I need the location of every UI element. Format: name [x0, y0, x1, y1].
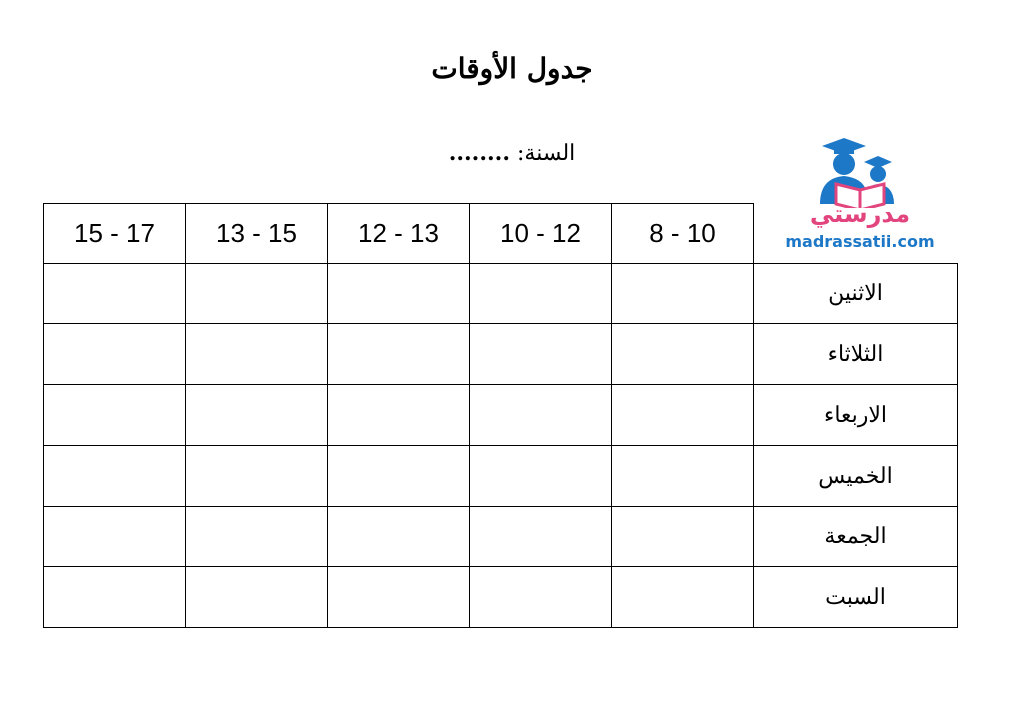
timetable-cell[interactable] [185, 384, 328, 446]
timetable-cell[interactable] [469, 445, 612, 507]
timetable-cell[interactable] [185, 263, 328, 324]
timetable-cell[interactable] [469, 506, 612, 567]
timetable-cell[interactable] [43, 506, 186, 567]
day-label: الاربعاء [753, 384, 958, 446]
timetable-cell[interactable] [185, 506, 328, 567]
time-slot-header: 13 - 15 [185, 203, 328, 264]
day-label: السبت [753, 566, 958, 628]
timetable-cell[interactable] [327, 445, 470, 507]
timetable-cell[interactable] [611, 445, 754, 507]
timetable-cell[interactable] [43, 566, 186, 628]
day-label: الجمعة [753, 506, 958, 567]
day-label: الثلاثاء [753, 323, 958, 385]
timetable-cell[interactable] [43, 384, 186, 446]
timetable-cell[interactable] [611, 506, 754, 567]
logo-arabic-text: مدرستي [809, 200, 911, 228]
timetable-cell[interactable] [327, 263, 470, 324]
logo-url-text: madrassatii.com [785, 232, 935, 251]
year-value: ........ [448, 140, 510, 166]
timetable-cell[interactable] [185, 445, 328, 507]
timetable-cell[interactable] [469, 323, 612, 385]
time-slot-header: 10 - 12 [469, 203, 612, 264]
timetable-cell[interactable] [469, 263, 612, 324]
timetable-cell[interactable] [185, 566, 328, 628]
year-label: السنة: [516, 141, 576, 166]
timetable-cell[interactable] [611, 384, 754, 446]
day-label: الخميس [753, 445, 958, 507]
timetable-cell[interactable] [327, 323, 470, 385]
timetable-cell[interactable] [611, 566, 754, 628]
timetable-cell[interactable] [469, 384, 612, 446]
timetable-cell[interactable] [43, 445, 186, 507]
time-slot-header: 8 - 10 [611, 203, 754, 264]
timetable-cell[interactable] [469, 566, 612, 628]
timetable-cell[interactable] [327, 384, 470, 446]
timetable-cell[interactable] [185, 323, 328, 385]
time-slot-header: 15 - 17 [43, 203, 186, 264]
timetable-cell[interactable] [43, 263, 186, 324]
timetable-cell[interactable] [327, 506, 470, 567]
day-label: الاثنين [753, 263, 958, 324]
timetable-cell[interactable] [611, 263, 754, 324]
time-slot-header: 12 - 13 [327, 203, 470, 264]
timetable-cell[interactable] [43, 323, 186, 385]
page-title: جدول الأوقات [431, 52, 593, 85]
timetable-cell[interactable] [327, 566, 470, 628]
timetable-cell[interactable] [611, 323, 754, 385]
